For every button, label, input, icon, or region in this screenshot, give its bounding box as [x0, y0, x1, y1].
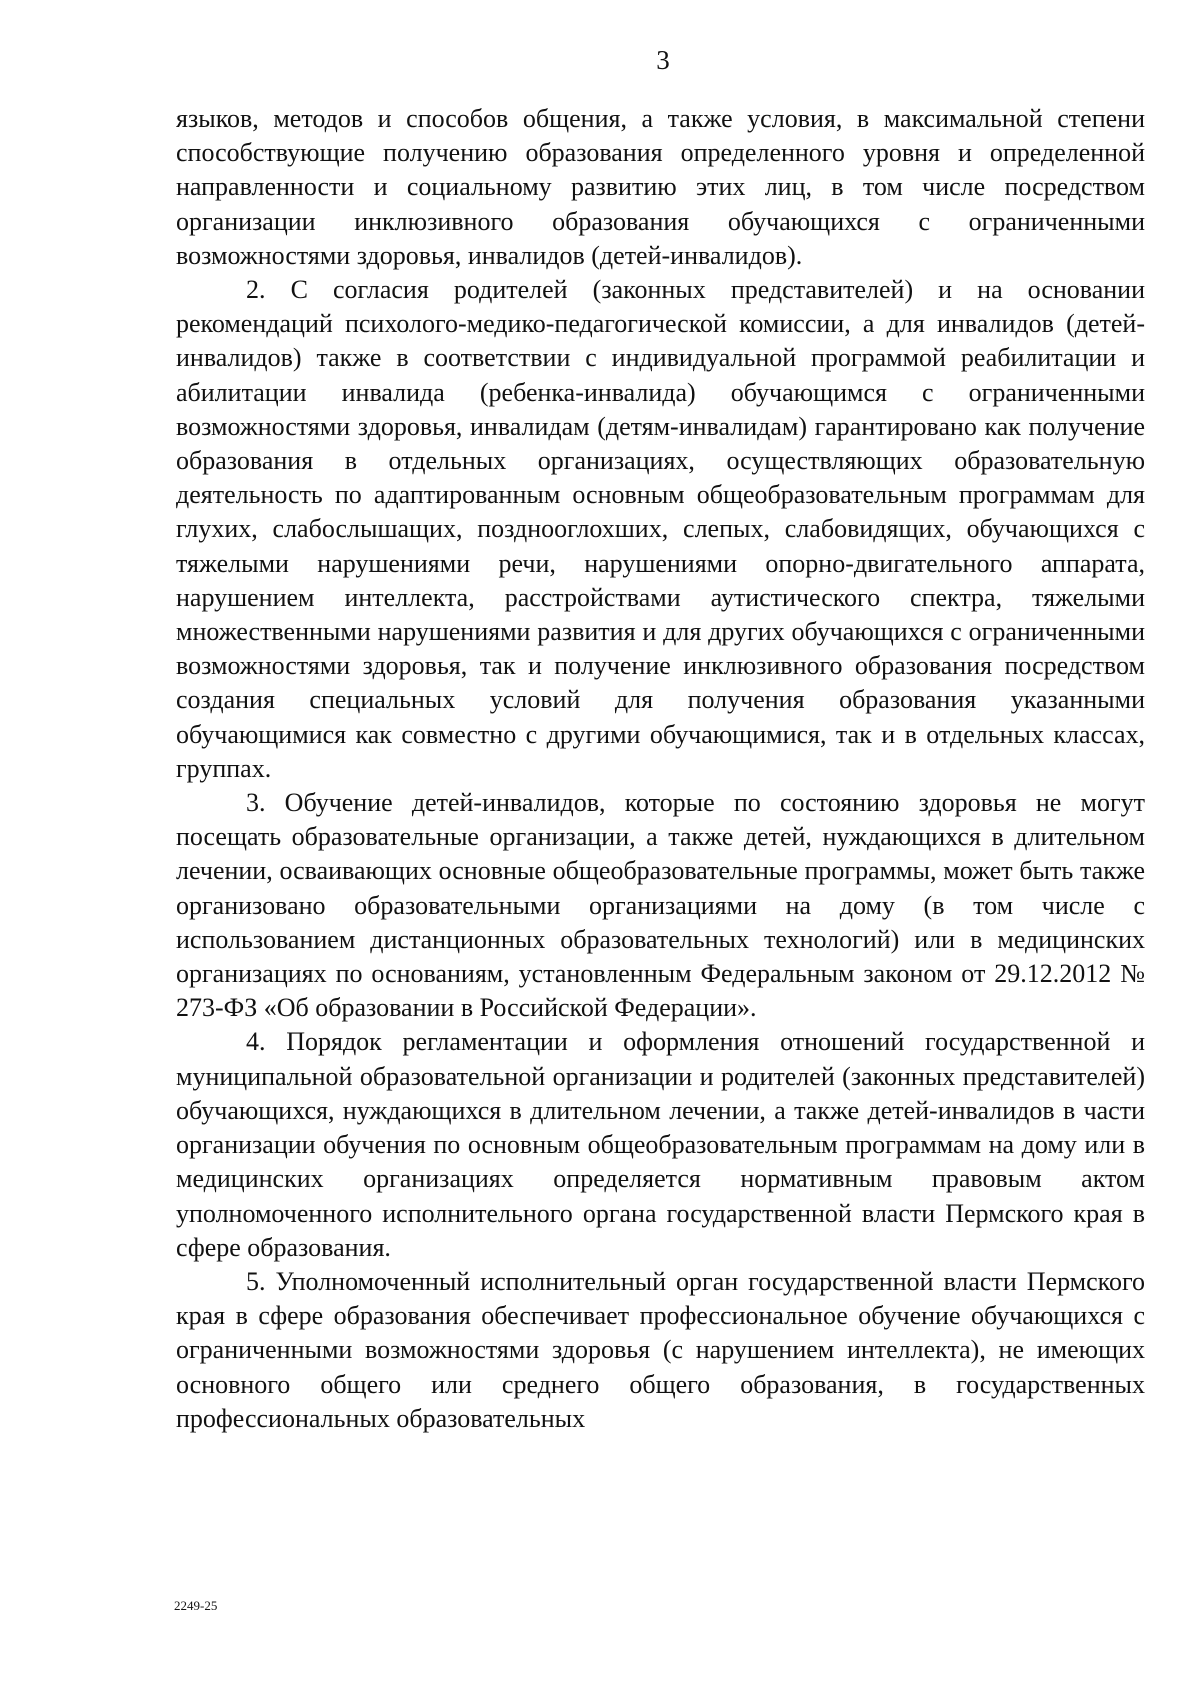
document-code: 2249-25	[174, 1598, 218, 1613]
paragraph-item-3: 3. Обучение детей-инвалидов, которые по состоянию здоровья не могут посещать образовательные организации, а также детей, нуждающихся в длительном лечении, осваивающих основные общеобразовательные программы, может быть также организовано образовательными организациями на дому (в том числе с использованием дистанционных образовательных технологий) или в медицинских организациях по основаниям, установленным Федеральным законом от 29.12.2012 № 273-ФЗ «Об образовании в Российской Федерации».	[176, 788, 1145, 1023]
document-body	[176, 102, 1145, 1436]
paragraph-item-4: 4. Порядок регламентации и оформления отношений государственной и муниципальной образовательной организации и родителей (законных представителей) обучающихся, нуждающихся в длительном лечении, а также детей-инвалидов в части организации обучения по основным общеобразовательным программам на дому или в медицинских организациях определяется нормативным правовым актом уполномоченного исполнительного органа государственной власти Пермского края в сфере образования.	[176, 1027, 1145, 1262]
paragraph-item-2: 2. С согласия родителей (законных представителей) и на основании рекомендаций психолого-медико-педагогической комиссии, а для инвалидов (детей-инвалидов) также в соответствии с индивидуальной программой реабилитации и абилитации инвалида (ребенка-инвалида) обучающимся с ограниченными возможностями здоровья, инвалидам (детям-инвалидам) гарантировано как получение образования в отдельных организациях, осуществляющих образовательную деятельность по адаптированным основным общеобразовательным программам для глухих, слабослышащих, позднооглохших, слепых, слабовидящих, обучающихся с тяжелыми нарушениями речи, нарушениями опорно-двигательного аппарата, нарушением интеллекта, расстройствами аутистического спектра, тяжелыми множественными нарушениями развития и для других обучающихся с ограниченными возможностями здоровья, так и получение инклюзивного образования посредством создания специальных условий для получения образования указанными обучающимися как совместно с другими обучающимися, так и в отдельных классах, группах.	[176, 275, 1145, 783]
page-number: 3	[656, 45, 670, 75]
paragraph-continuation: языков, методов и способов общения, а также условия, в максимальной степени способствующие получению образования определенного уровня и определенной направленности и социальному развитию этих лиц, в том числе посредством организации инклюзивного образования обучающихся с ограниченными возможностями здоровья, инвалидов (детей-инвалидов).	[176, 104, 1145, 270]
paragraph-item-5: 5. Уполномоченный исполнительный орган государственной власти Пермского края в сфере образования обеспечивает профессиональное обучение обучающихся с ограниченными возможностями здоровья (с нарушением интеллекта), не имеющих основного общего или среднего общего образования, в государственных профессиональных образовательных	[176, 1266, 1145, 1433]
